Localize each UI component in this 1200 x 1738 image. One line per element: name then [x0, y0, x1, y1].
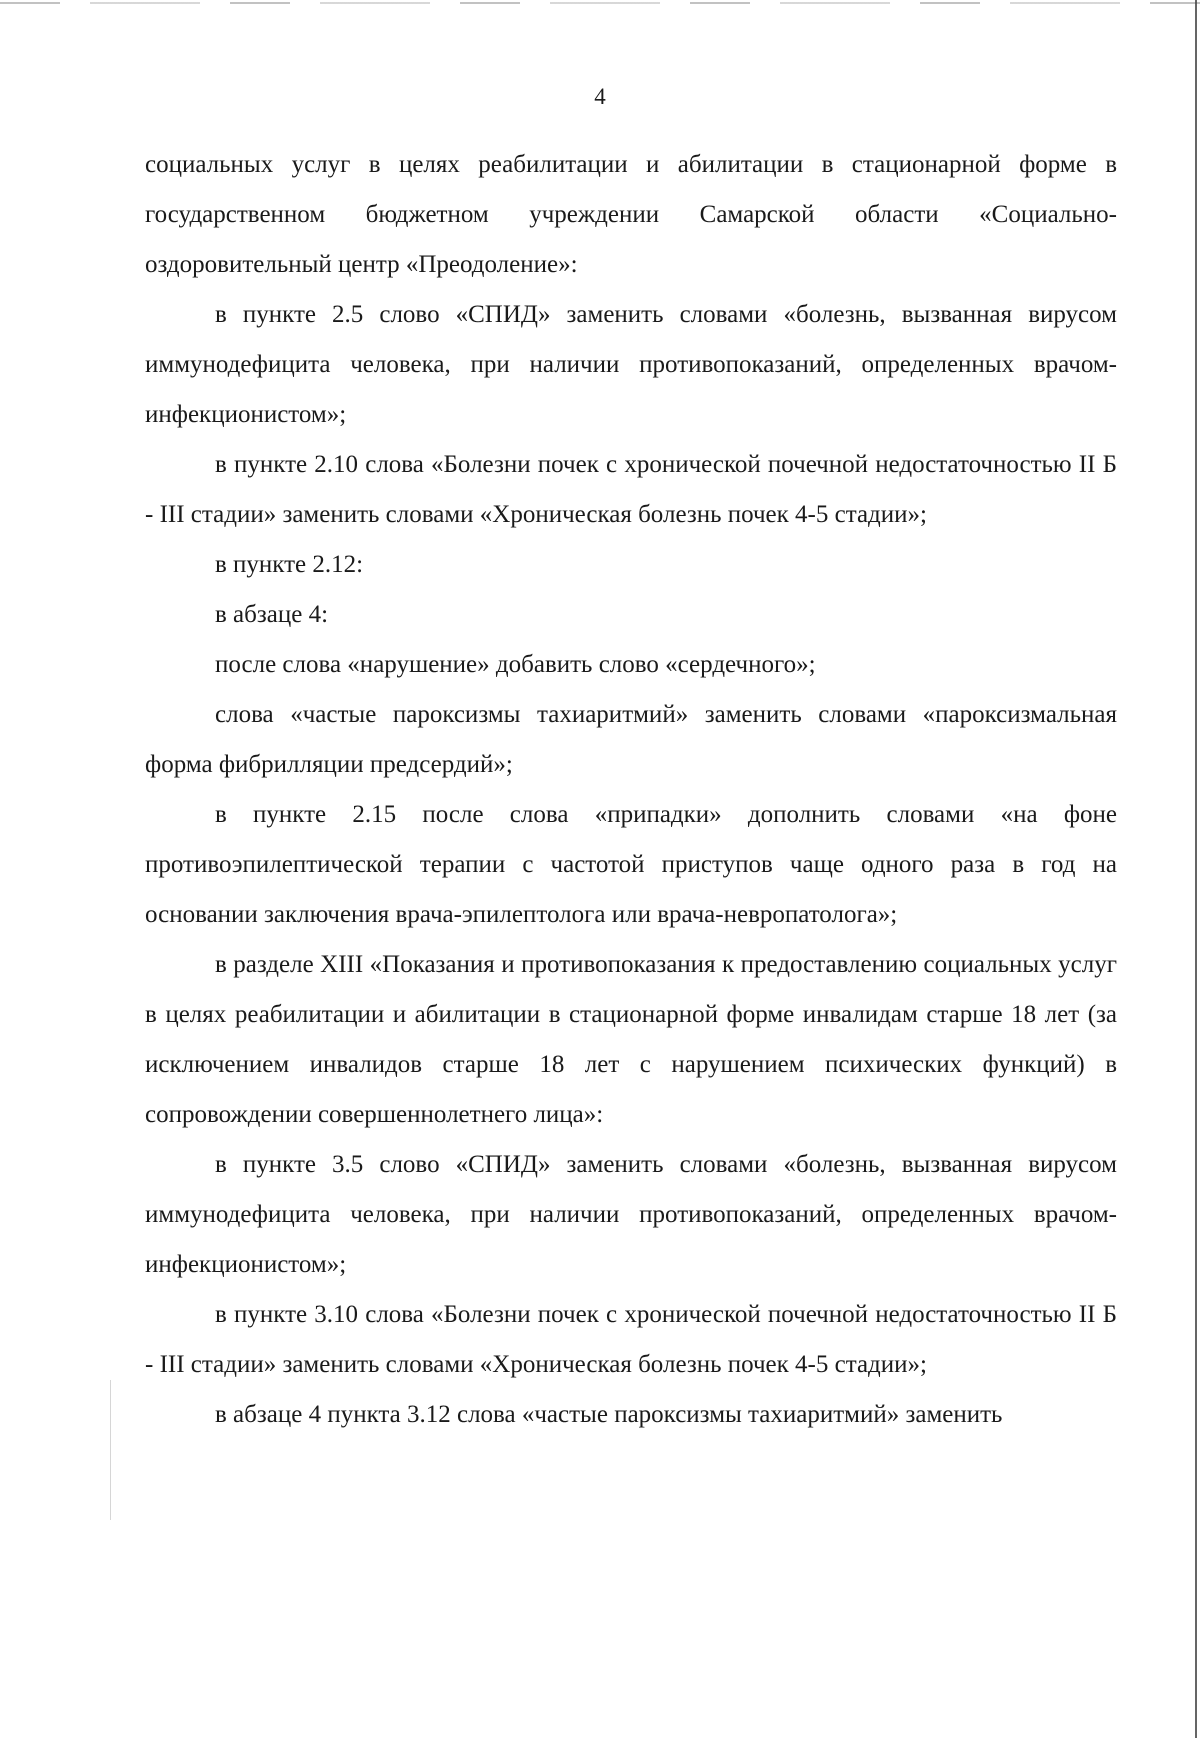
paragraph-continuation: социальных услуг в целях реабилитации и абилитации в стационарной форме в государственном бюджетном учреждении Самарской области «Социально-оздоровительный центр «Преодоление»: [145, 151, 1117, 278]
paragraph-abzac-4: в абзаце 4: [215, 601, 329, 628]
paragraph-item-2-5: в пункте 2.5 слово «СПИД» заменить словами «болезнь, вызванная вирусом иммунодефицита человека, при наличии противопоказаний, определенных врачом-инфекционистом»; [145, 301, 1117, 428]
paragraph-item-3-5: в пункте 3.5 слово «СПИД» заменить словами «болезнь, вызванная вирусом иммунодефицита человека, при наличии противопоказаний, определенных врачом-инфекционистом»; [145, 1151, 1117, 1278]
page-number: 4 [594, 84, 606, 109]
paragraph-replace-words: слова «частые пароксизмы тахиаритмий» заменить словами «пароксизмальная форма фибрилляции предсердий»; [145, 701, 1117, 778]
paragraph-add-word: после слова «нарушение» добавить слово «сердечного»; [215, 651, 816, 678]
paragraph-section-xiii: в разделе XIII «Показания и противопоказания к предоставлению социальных услуг в целях реабилитации и абилитации в стационарной форме инвалидам старше 18 лет (за исключением инвалидов старше 18 лет с нарушением психических функций) в сопровождении совершеннолетнего лица»: [145, 951, 1117, 1128]
paragraph-item-3-10: в пункте 3.10 слова «Болезни почек с хронической почечной недостаточностью II Б - III стадии» заменить словами «Хроническая болезнь почек 4-5 стадии»; [145, 1301, 1117, 1378]
scan-fold-mark [110, 1380, 111, 1520]
paragraph-item-2-15: в пункте 2.15 после слова «припадки» дополнить словами «на фоне противоэпилептической терапии с частотой приступов чаще одного раза в год на основании заключения врача-эпилептолога или врача-невропатолога»; [145, 801, 1117, 928]
scan-right-edge [1195, 0, 1197, 1738]
paragraph-item-2-10: в пункте 2.10 слова «Болезни почек с хронической почечной недостаточностью II Б - III стадии» заменить словами «Хроническая болезнь почек 4-5 стадии»; [145, 451, 1117, 528]
document-body [145, 140, 1117, 1440]
paragraph-item-2-12: в пункте 2.12: [215, 551, 364, 578]
paragraph-item-3-12: в абзаце 4 пункта 3.12 слова «частые пароксизмы тахиаритмий» заменить [215, 1401, 1003, 1428]
scan-top-edge [0, 2, 1200, 4]
